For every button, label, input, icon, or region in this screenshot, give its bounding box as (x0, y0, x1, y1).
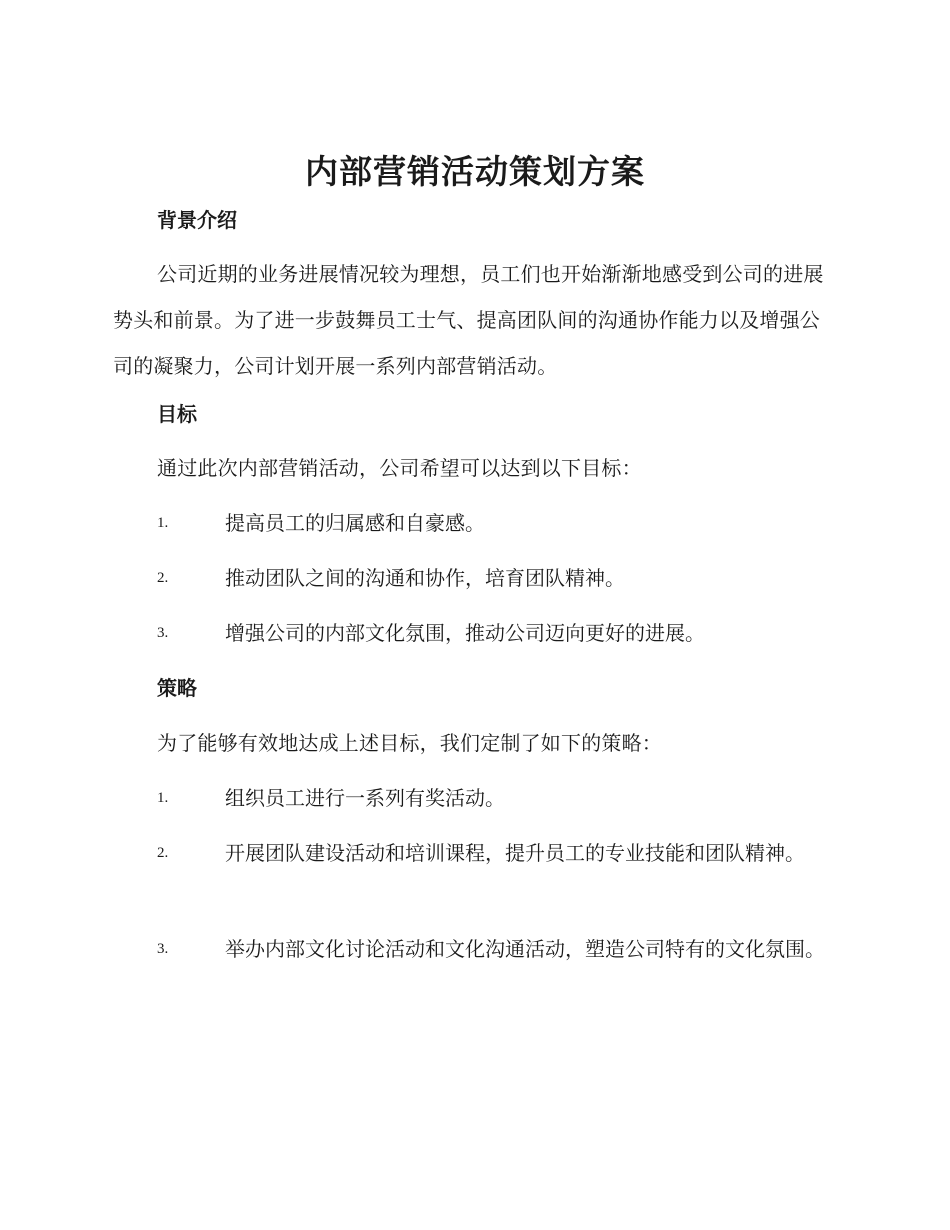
goals-list-item (113, 500, 835, 546)
list-text: 增强公司的内部文化氛围，推动公司迈向更好的进展。 (225, 621, 705, 645)
goals-intro: 通过此次内部营销活动，公司希望可以达到以下目标： (157, 456, 642, 480)
goals-list-item (113, 610, 835, 656)
list-number: 1. (157, 790, 169, 806)
list-number: 2. (157, 845, 169, 861)
list-text: 提高员工的归属感和自豪感。 (225, 511, 485, 535)
list-text: 开展团队建设活动和培训课程，提升员工的专业技能和团队精神。 (225, 841, 805, 865)
section-heading-goals: 目标 (157, 402, 197, 426)
list-number: 3. (157, 941, 169, 957)
strategy-list-item (113, 926, 835, 972)
goals-list-item (113, 555, 835, 601)
strategy-list-item (113, 830, 835, 876)
list-text: 举办内部文化讨论活动和文化沟通活动，塑造公司特有的文化氛围。 (225, 937, 825, 961)
strategy-list-item (113, 775, 835, 821)
strategy-intro: 为了能够有效地达成上述目标，我们定制了如下的策略： (157, 731, 662, 755)
list-number: 2. (157, 570, 169, 586)
list-number: 1. (157, 515, 169, 531)
section-heading-strategy: 策略 (157, 676, 197, 700)
list-text: 组织员工进行一系列有奖活动。 (225, 786, 505, 810)
list-number: 3. (157, 625, 169, 641)
list-text: 推动团队之间的沟通和协作，培育团队精神。 (225, 566, 625, 590)
document-title: 内部营销活动策划方案 (305, 152, 645, 191)
background-paragraph: 公司近期的业务进展情况较为理想，员工们也开始渐渐地感受到公司的进展势头和前景。为了进一步鼓舞员工士气、提高团队间的沟通协作能力以及增强公司的凝聚力，公司计划开展一系列内部营销活动。 (113, 262, 824, 378)
section-heading-background: 背景介绍 (157, 208, 237, 232)
